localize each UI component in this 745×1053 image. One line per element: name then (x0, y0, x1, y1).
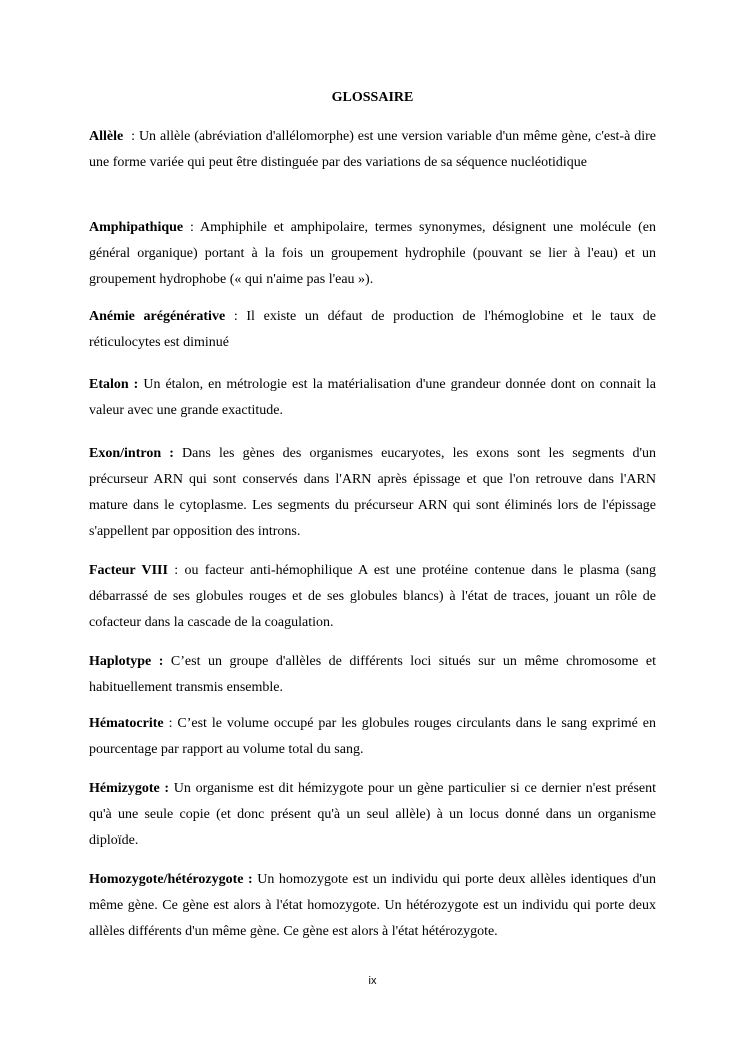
glossary-term: Facteur VIII (89, 563, 168, 578)
glossary-term: Amphipathique (89, 220, 184, 235)
term-separator (174, 446, 182, 461)
glossary-entry-anemie-aregenerative (89, 304, 656, 356)
glossary-definition: Dans les gènes des organismes eucaryotes, les exons sont les segments d'un précurseur ARN qui sont conservés dans l'ARN après épissage et que l'on retrouve dans l'ARN mature dans le cytoplasme. Les segments du précurseur ARN qui sont éliminés lors de l'épissage s'appellent par opposition des introns. (89, 446, 657, 539)
term-separator: : (167, 563, 185, 578)
glossary-entry-amphipathique (89, 215, 656, 293)
term-separator: : (183, 220, 200, 235)
glossary-definition: Un allèle (abréviation d'allélomorphe) est une version variable d'un même gène, c'est-à dire une forme variée qui peut être distinguée par des variations de sa séquence nucléotidique (89, 129, 656, 170)
glossary-term: Homozygote/hétérozygote : (89, 872, 253, 887)
glossary-definition: Un étalon, en métrologie est la matérialisation d'une grandeur donnée dont on connait la valeur avec une grande exactitude. (89, 377, 656, 418)
glossary-entry-allele (89, 124, 656, 176)
term-separator (163, 654, 171, 669)
glossary-definition: C’est le volume occupé par les globules rouges circulants dans le sang exprimé en pourcentage par rapport au volume total du sang. (89, 716, 656, 757)
glossary-entry-homozygote-heterozygote (89, 867, 656, 945)
glossary-definition: ou facteur anti-hémophilique A est une protéine contenue dans le plasma (sang débarrassé de ses globules rouges et de ses globules blancs) à l'état de traces, jouant un rôle de cofacteur dans la cascade de la coagulation. (89, 563, 657, 630)
glossary-term: Hématocrite (89, 716, 164, 731)
glossary-entry-hematocrite (89, 711, 656, 763)
glossary-definition: C’est un groupe d'allèles de différents loci situés sur un même chromosome et habituellement transmis ensemble. (89, 654, 657, 695)
glossary-entry-haplotype (89, 649, 656, 701)
glossary-term: Anémie arégénérative (89, 309, 226, 324)
glossary-definition: Un homozygote est un individu qui porte deux allèles identiques d'un même gène. Ce gène est alors à l'état homozygote. Un hétérozygote est un individu qui porte deux allèles différents d'un même gène. Ce gène est alors à l'état hétérozygote. (89, 872, 657, 939)
glossary-entry-exon-intron (89, 441, 656, 545)
glossary-entry-etalon (89, 372, 656, 424)
glossary-definition: Amphiphile et amphipolaire, termes synonymes, désignent une molécule (en général organique) portant à la fois un groupement hydrophile (pouvant se lier à l'eau) et un groupement hydrophobe (« qui n'aime pas l'eau »). (89, 220, 656, 287)
glossary-term: Allèle (89, 129, 124, 144)
page-title: GLOSSAIRE (331, 90, 414, 105)
term-separator: : (163, 716, 178, 731)
glossary-term: Hémizygote : (89, 781, 170, 796)
glossary-term: Haplotype : (89, 654, 164, 669)
glossary-entry-facteur-viii (89, 558, 656, 636)
glossary-definition: Un organisme est dit hémizygote pour un gène particulier si ce dernier n'est présent qu'à une seule copie (et donc présent qu'à un seul allèle) à un locus donné dans un organisme diploïde. (89, 781, 656, 848)
glossary-term: Etalon : (89, 377, 139, 392)
term-separator: : (123, 129, 139, 144)
term-separator: : (225, 309, 247, 324)
page-number: ix (368, 975, 377, 987)
glossary-term: Exon/intron : (89, 446, 174, 461)
glossary-entry-hemizygote (89, 776, 656, 854)
glossary-definition: Il existe un défaut de production de l'hémoglobine et le taux de réticulocytes est diminué (89, 309, 656, 350)
